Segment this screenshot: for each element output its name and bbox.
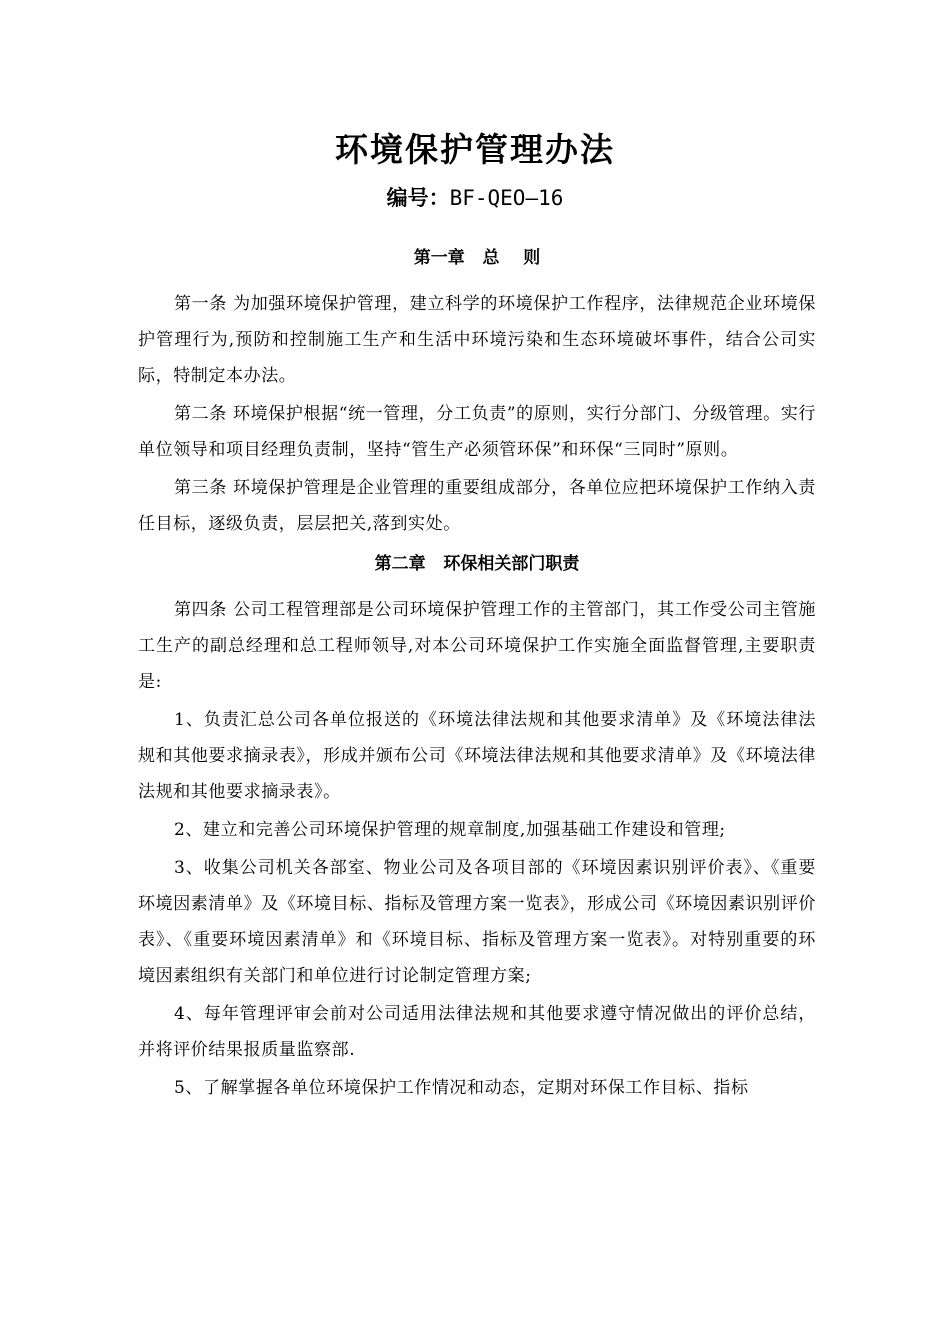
code-label: 编号： — [386, 185, 450, 210]
duty-item-1: 1、负责汇总公司各单位报送的《环境法律法规和其他要求清单》及《环境法律法规和其他要求摘录表》，形成并颁布公司《环境法律法规和其他要求清单》及《环境法律法规和其他要求摘录表》。 — [138, 710, 816, 802]
document-code — [0, 183, 950, 213]
article-4: 第四条 公司工程管理部是公司环境保护管理工作的主管部门，其工作受公司主管施工生产的副总经理和总工程师领导,对本公司环境保护工作实施全面监督管理,主要职责是: — [138, 600, 816, 692]
article-1: 第一条 为加强环境保护管理，建立科学的环境保护工作程序，法律规范企业环境保护管理行为,预防和控制施工生产和生活中环境污染和生态环境破坏事件，结合公司实际，特制定本办法。 — [138, 294, 816, 386]
chapter-heading-2: 第二章 环保相关部门职责 — [374, 554, 580, 574]
document-body — [138, 240, 816, 1108]
chapter-heading-1: 第一章 总 则 — [413, 248, 541, 268]
article-3: 第三条 环境保护管理是企业管理的重要组成部分，各单位应把环境保护工作纳入责任目标，逐级负责，层层把关,落到实处。 — [138, 478, 816, 534]
duty-item-3: 3、收集公司机关各部室、物业公司及各项目部的《环境因素识别评价表》、《重要环境因素清单》及《环境目标、指标及管理方案一览表》，形成公司《环境因素识别评价表》、《重要环境因素清单》和《环境目标、指标及管理方案一览表》。对特别重要的环境因素组织有关部门和单位进行讨论制定管理方案; — [138, 858, 816, 986]
duty-item-4: 4、每年管理评审会前对公司适用法律法规和其他要求遵守情况做出的评价总结，并将评价结果报质量监察部. — [138, 1004, 816, 1060]
code-value: BF-QEO—16 — [449, 186, 564, 210]
duty-item-2: 2、建立和完善公司环境保护管理的规章制度,加强基础工作建设和管理; — [174, 820, 726, 840]
duty-item-5: 5、了解掌握各单位环境保护工作情况和动态，定期对环保工作目标、指标 — [174, 1078, 749, 1098]
article-2: 第二条 环境保护根据“统一管理，分工负责”的原则，实行分部门、分级管理。实行单位领导和项目经理负责制，坚持“管生产必须管环保”和环保“三同时”原则。 — [138, 404, 816, 460]
document-title: 环境保护管理办法 — [335, 130, 615, 169]
